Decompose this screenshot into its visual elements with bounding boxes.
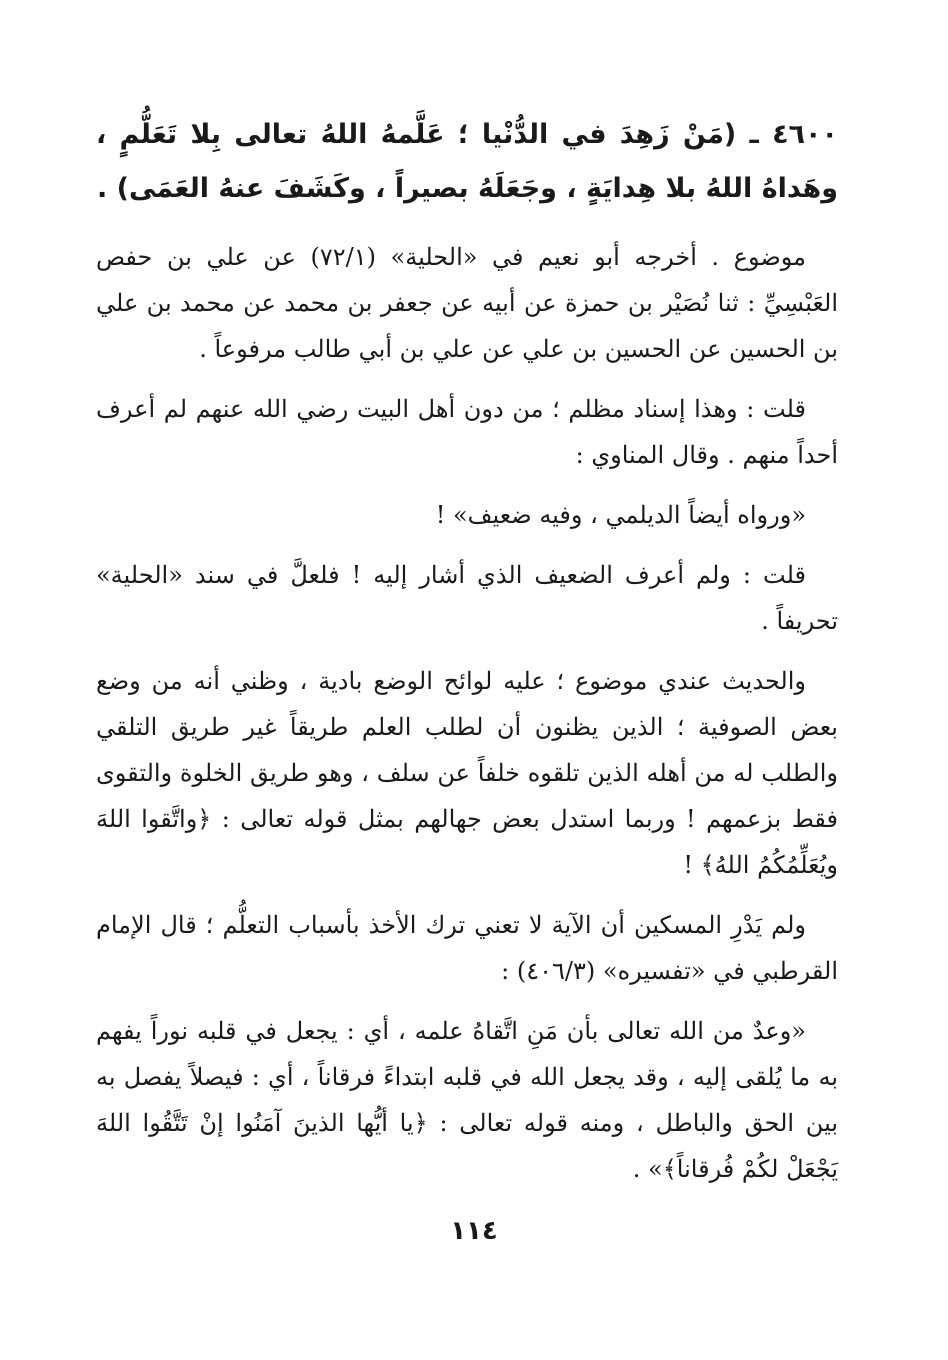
paragraph-verdict: والحديث عندي موضوع ؛ عليه لوائح الوضع بادية ، وظني أنه من وضع بعض الصوفية ؛ الذين يظنون أن لطلب العلم طريقاً غير طريق التلقي والطلب له من أهله الذين تلقوه خلفاً عن سلف ، وهو طريق الخلوة والتقوى فقط بزعمهم ! وربما استدل بعض جهالهم بمثل قوله تعالى : ﴿واتَّقوا اللهَ ويُعَلِّمُكُمُ اللهُ﴾ ! [96,667,838,879]
paragraph-munawi-quote: «ورواه أيضاً الديلمي ، وفيه ضعيف» ! [435,501,806,529]
hadith-heading: ٤٦٠٠ ـ (مَنْ زَهِدَ في الدُّنْيا ؛ عَلَّمهُ اللهُ تعالى بِلا تَعَلُّمٍ ، وهَداهُ اللهُ بلا هِدايَةٍ ، وجَعَلَهُ بصيراً ، وكَشَفَ عنهُ العَمَى) . [96,119,838,204]
paragraph-qurtubi-intro: ولم يَدْرِ المسكين أن الآية لا تعني ترك الأخذ بأسباب التعلُّم ؛ قال الإمام القرطبي في «تفسيره» (٤٠٦/٣) : [96,911,838,985]
paragraph-takhrij: موضوع . أخرجه أبو نعيم في «الحلية» (٧٢/١) عن علي بن حفص العَبْسِيِّ : ثنا نُصَيْر بن حمزة عن أبيه عن جعفر بن محمد عن محمد بن علي بن الحسين عن الحسين بن علي عن علي بن أبي طالب مرفوعاً . [96,243,838,363]
paragraph-tahrif-note: قلت : ولم أعرف الضعيف الذي أشار إليه ! فلعلَّ في سند «الحلية» تحريفاً . [96,561,838,635]
page-number: ١١٤ [450,1216,498,1246]
paragraph-isnad-comment: قلت : وهذا إسناد مظلم ؛ من دون أهل البيت رضي الله عنهم لم أعرف أحداً منهم . وقال المناوي : [96,395,838,469]
page-content [96,108,838,1206]
paragraph-qurtubi-quote: «وعدٌ من الله تعالى بأن مَنِ اتَّقاهُ علمه ، أي : يجعل في قلبه نوراً يفهم به ما يُلقى إليه ، وقد يجعل الله في قلبه ابتداءً فرقاناً ، أي : فيصلاً يفصل به بين الحق والباطل ، ومنه قوله تعالى : ﴿يا أيُّها الذينَ آمَنُوا إنْ تَتَّقُوا اللهَ يَجْعَلْ لكُمْ فُرقاناً﴾» . [96,1017,838,1183]
